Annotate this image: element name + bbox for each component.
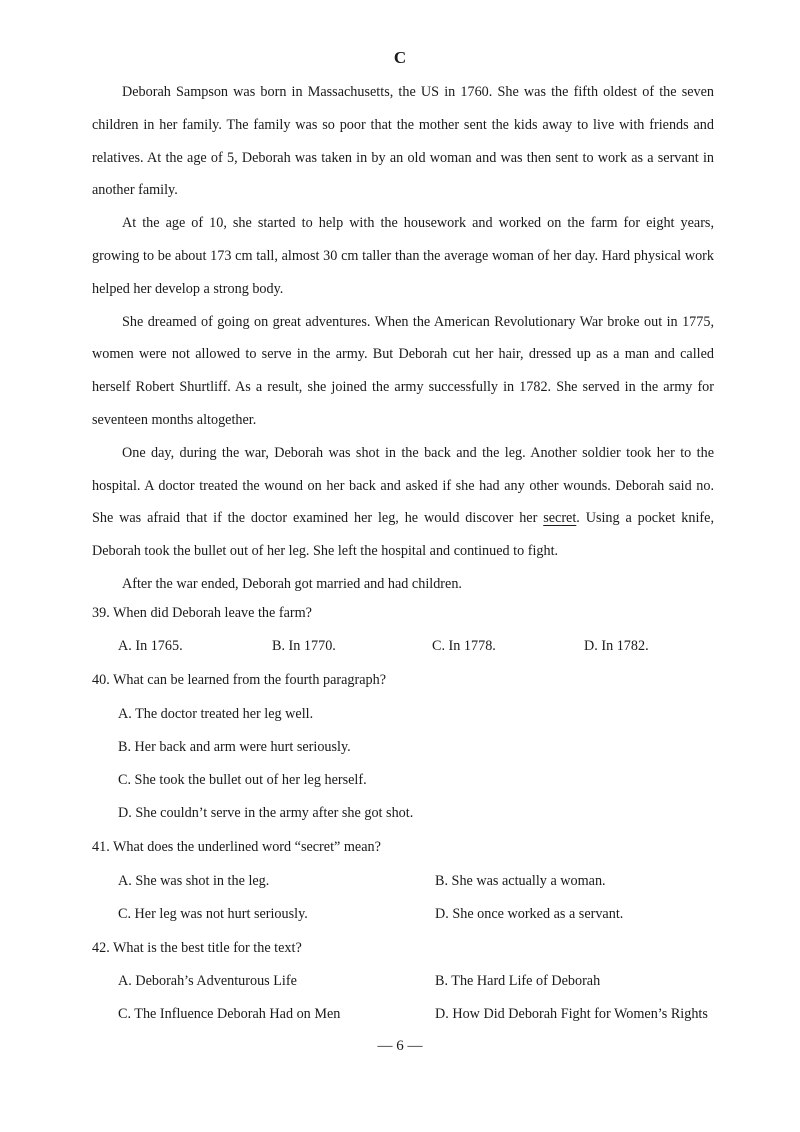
q39-option-d: D. In 1782. [584,638,649,654]
q40-option-c: C. She took the bullet out of her leg herself. [118,772,367,788]
question-39: 39. When did Deborah leave the farm? [92,605,312,621]
page-number: — 6 — [377,1038,423,1054]
question-41: 41. What does the underlined word “secret” mean? [92,839,381,855]
q40-option-d: D. She couldn’t serve in the army after she got shot. [118,805,414,821]
question-40: 40. What can be learned from the fourth paragraph? [92,672,386,688]
q41-option-c: C. Her leg was not hurt seriously. [118,906,308,922]
q41-option-a: A. She was shot in the leg. [118,873,270,889]
q42-option-c: C. The Influence Deborah Had on Men [118,1006,341,1022]
q42-option-d: D. How Did Deborah Fight for Women’s Rights [435,1006,708,1022]
paragraph-5: After the war ended, Deborah got married and had children. [122,575,462,592]
q41-option-b: B. She was actually a woman. [435,873,606,889]
paragraph-2: At the age of 10, she started to help with the housework and worked on the farm for eight years, growing to be about 173 cm tall, almost 30 cm taller than the average woman of her day. Hard physical work helped her develop a strong body. [92,215,714,297]
question-42: 42. What is the best title for the text? [92,940,302,956]
q39-option-a: A. In 1765. [118,638,183,654]
reading-passage [92,76,714,601]
paragraph-4 [92,437,714,568]
q41-option-d: D. She once worked as a servant. [435,906,624,922]
paragraph-4-text-after: . Using a pocket knife, Deborah took the bullet out of her leg. She left the hospital and continued to fight. [92,510,715,560]
q40-option-a: A. The doctor treated her leg well. [118,706,314,722]
q39-option-b: B. In 1770. [272,638,336,654]
q40-option-b: B. Her back and arm were hurt seriously. [118,739,351,755]
q42-option-b: B. The Hard Life of Deborah [435,973,601,989]
q39-option-c: C. In 1778. [432,638,496,654]
q42-option-a: A. Deborah’s Adventurous Life [118,973,297,989]
section-label: C [393,48,407,67]
paragraph-4-text-before: One day, during the war, Deborah was shot in the back and the leg. Another soldier took her to the hospital. A doctor treated the wound on her back and asked if she had any other wounds. Deborah said no. She was afraid that if the doctor examined her leg, he would discover her [92,444,714,527]
underlined-word: secret [543,510,577,527]
paragraph-1: Deborah Sampson was born in Massachusetts, the US in 1760. She was the fifth oldest of the seven children in her family. The family was so poor that the mother sent the kids away to live with friends and relatives. At the age of 5, Deborah was taken in by an old woman and was then sent to work as a servant in another family. [92,84,714,199]
paragraph-3: She dreamed of going on great adventures. When the American Revolutionary War broke out in 1775, women were not allowed to serve in the army. But Deborah cut her hair, dressed up as a man and called herself Robert Shurtliff. As a result, she joined the army successfully in 1782. She served in the army for seventeen months altogether. [92,313,714,428]
